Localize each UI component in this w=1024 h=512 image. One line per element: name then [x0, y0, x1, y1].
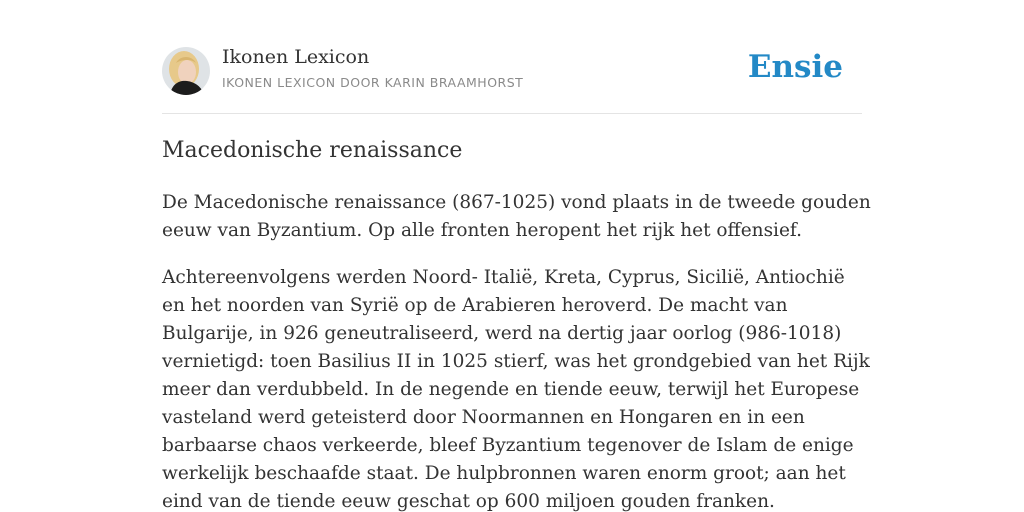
avatar-portrait-image	[162, 47, 210, 95]
author-subtitle: IKONEN LEXICON DOOR KARIN BRAAMHORST	[222, 75, 524, 90]
article-paragraph: Achtereenvolgens werden Noord- Italië, Kreta, Cyprus, Sicilië, Antiochië en het noorden van Syrië op de Arabieren heroverd. De macht van Bulgarije, in 926 geneutraliseerd, werd na dertig jaar oorlog (986-1018) vernietigd: toen Basilius II in 1025 stierf, was het grondgebied van het Rijk meer dan verdubbeld. In de negende en tiende eeuw, terwijl het Europese vasteland werd geteisterd door Noormannen en Hongaren en in een barbaarse chaos verkeerde, bleef Byzantium tegenover de Islam de enige werkelijk beschaafde staat. De hulpbronnen waren enorm groot; aan het eind van de tiende eeuw geschat op 600 miljoen gouden franken.	[162, 267, 870, 512]
article-title: Macedonische renaissance	[162, 138, 463, 163]
article-paragraph: De Macedonische renaissance (867-1025) vond plaats in de tweede gouden eeuw van Byzantium. Op alle fronten heropent het rijk het offensief.	[162, 192, 871, 241]
author-header	[162, 44, 862, 114]
author-name[interactable]: Ikonen Lexicon	[222, 46, 370, 68]
article-body	[162, 189, 872, 512]
ensie-logo-link[interactable]: Ensie	[747, 49, 843, 85]
author-avatar[interactable]	[162, 47, 210, 95]
